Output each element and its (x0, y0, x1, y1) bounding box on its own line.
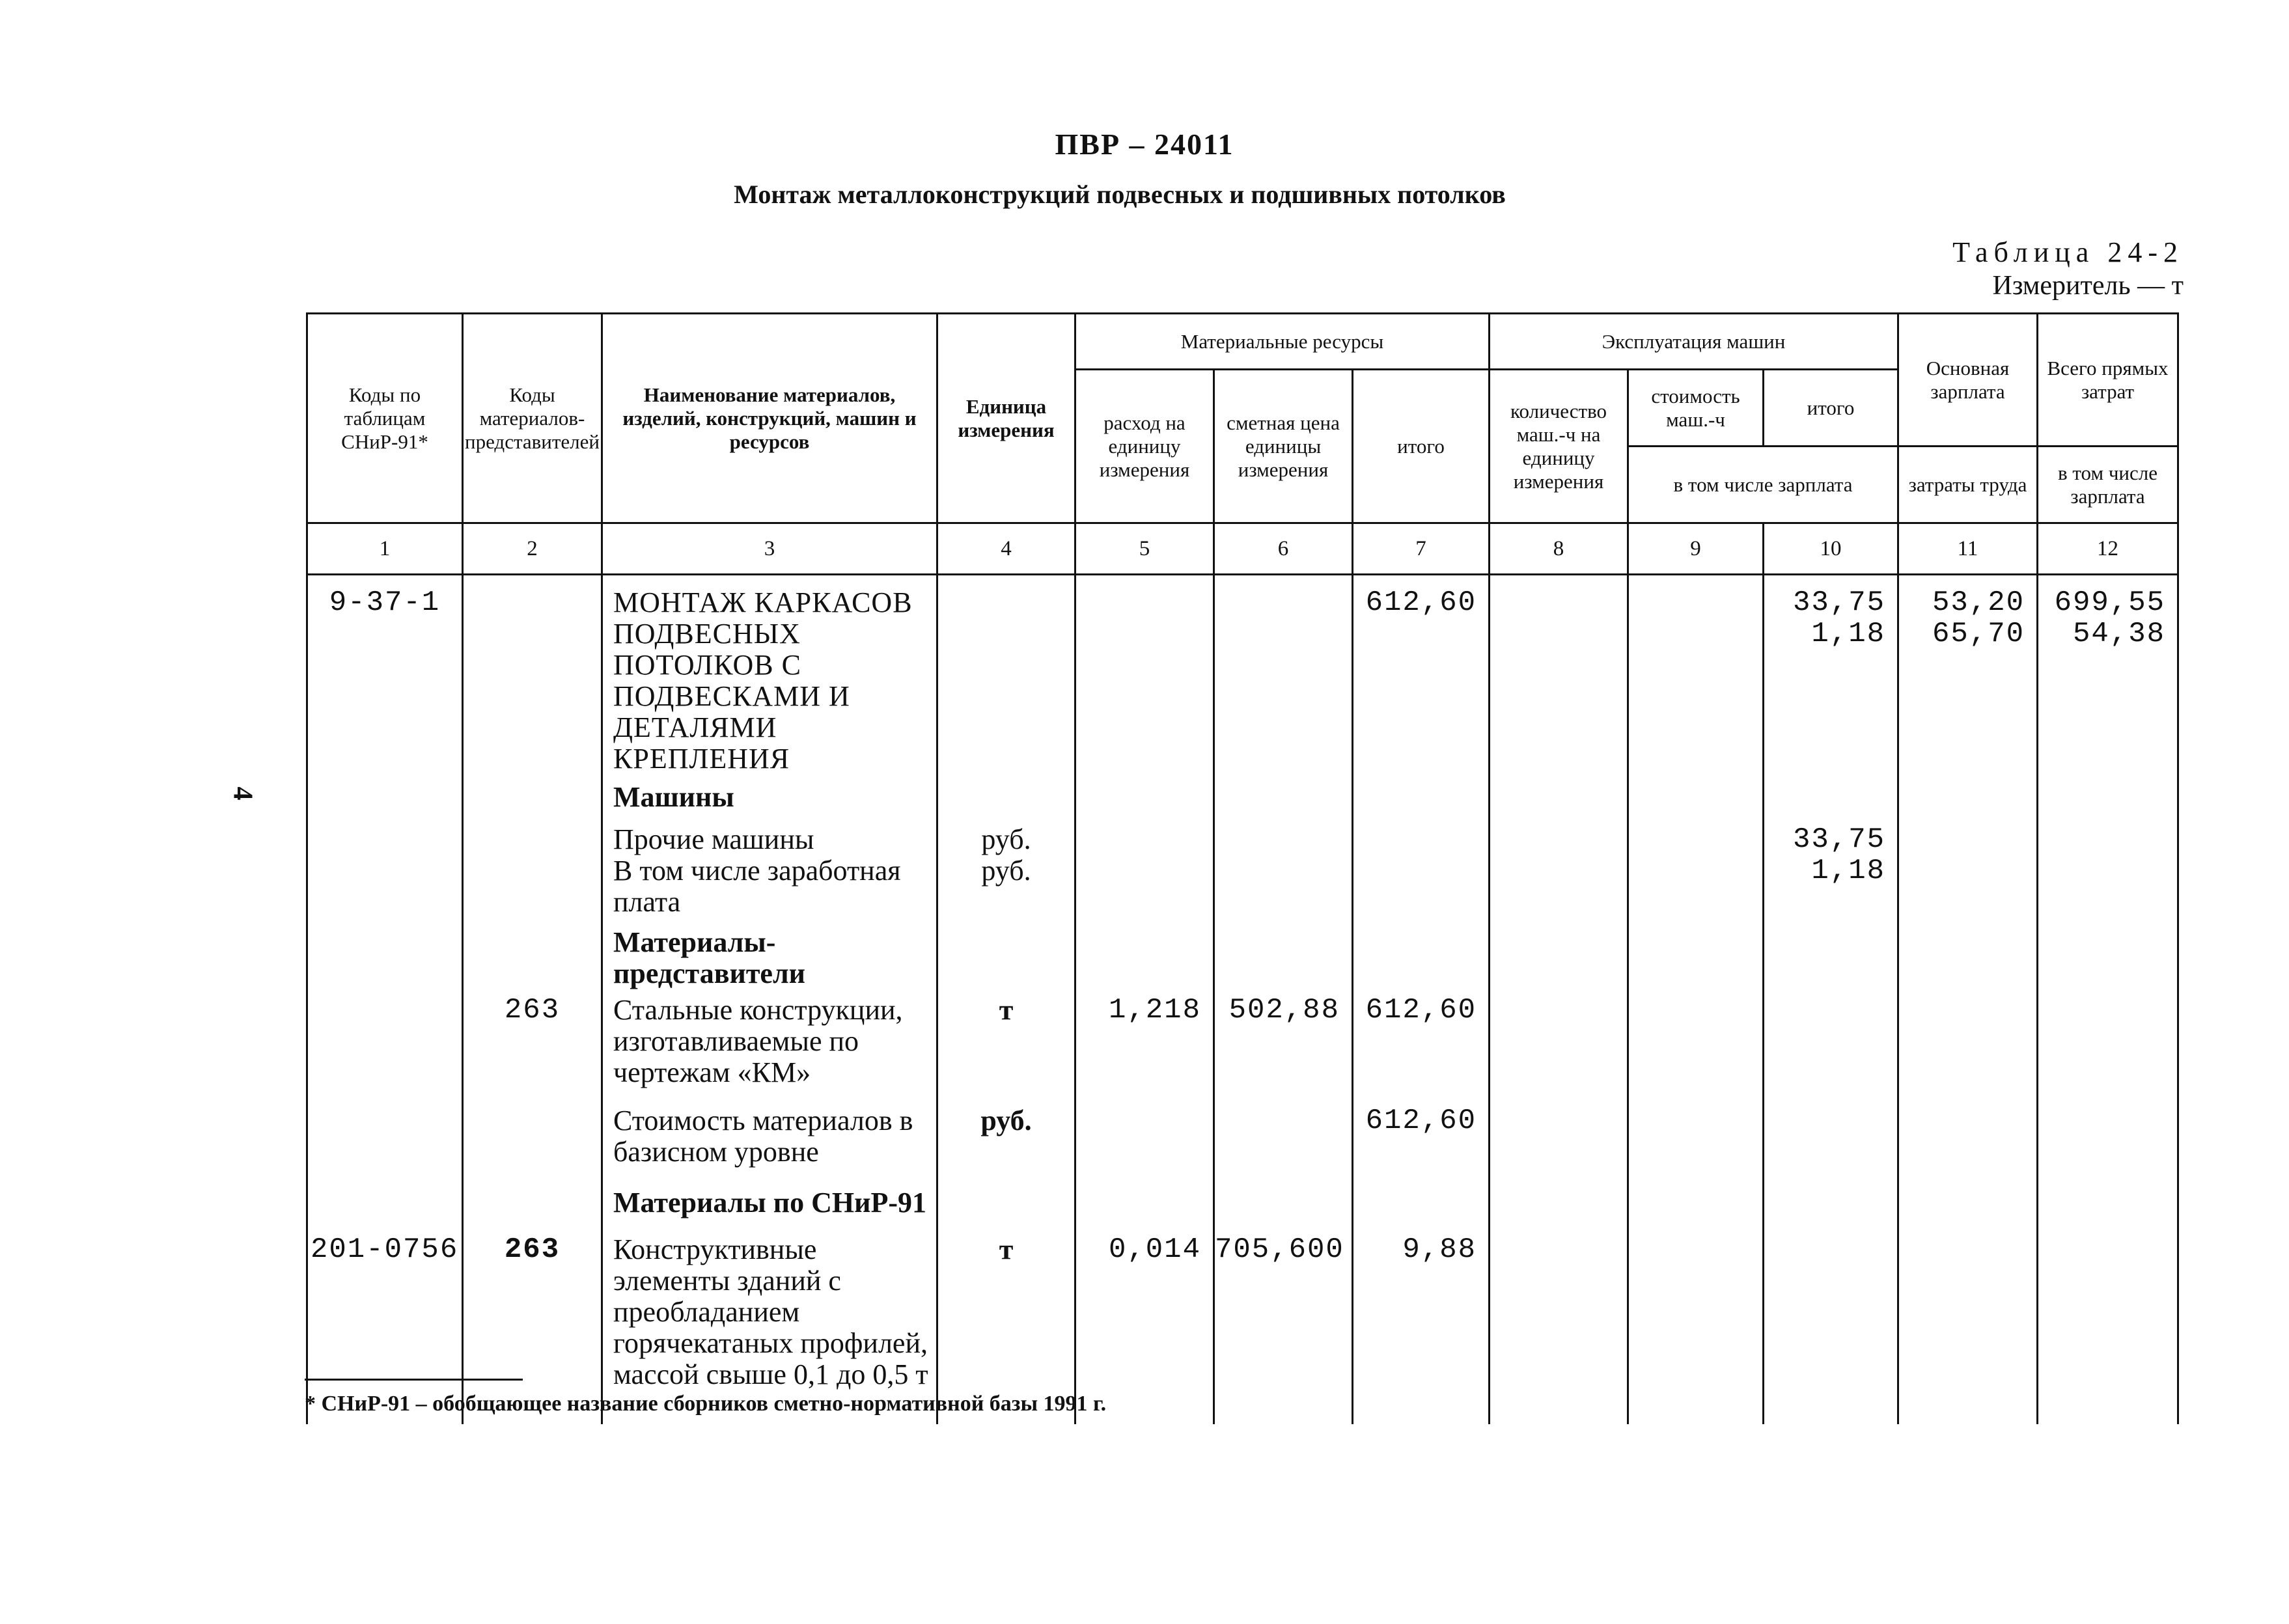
page-number: 4 (227, 786, 258, 801)
cell-name: Стальные конструкции, изготавливаемые по чертежам «КМ» (602, 989, 937, 1099)
cell-code-representative: 263 (463, 1229, 602, 1405)
col-number: 2 (463, 523, 602, 575)
cell-unit: т (937, 989, 1075, 1099)
col-number: 9 (1628, 523, 1764, 575)
section-row-snip (307, 1177, 2178, 1229)
col-header-11: Основная зарплата (1898, 314, 2038, 447)
col-header-2: Коды материалов-представителей (463, 314, 602, 523)
col-number: 12 (2038, 523, 2178, 575)
col-header-7: итого (1353, 370, 1490, 523)
col-header-1: Коды по таблицам СНиР-91* (307, 314, 463, 523)
cell-code: 201-0756 (307, 1229, 463, 1405)
footnote: * СНиР-91 – обобщающее название сборников сметно-нормативной базы 1991 г. (305, 1392, 1107, 1416)
direct-wage-value: 54,38 (2072, 618, 2166, 650)
cell-code-representative: 263 (463, 989, 602, 1099)
table-row (307, 855, 2178, 927)
labor-value: 65,70 (1932, 618, 2025, 650)
cell-materials-total: 9,88 (1353, 1229, 1490, 1405)
cell-name: МОНТАЖ КАРКАСОВ ПОДВЕСНЫХ ПОТОЛКОВ С ПОДВЕСКАМИ И ДЕТАЛЯМИ КРЕПЛЕНИЯ (602, 575, 937, 775)
table-header (307, 314, 2178, 575)
direct-total-value: 699,55 (2054, 586, 2166, 619)
col-header-4: Единица измерения (937, 314, 1075, 523)
cell-materials-total: 612,60 (1353, 575, 1490, 775)
col-header-9: стоимость маш.-ч (1628, 370, 1764, 447)
table-meter: Измеритель — т (1992, 271, 2184, 301)
cell-name: В том числе заработная плата (602, 855, 937, 927)
col-number: 1 (307, 523, 463, 575)
col-header-6: сметная цена единицы измерения (1214, 370, 1353, 523)
cell-base-wage (1898, 575, 2038, 775)
cell-unit: руб. (937, 1099, 1075, 1177)
machines-total-value: 33,75 (1792, 586, 1886, 619)
col-header-5: расход на единицу измерения (1075, 370, 1214, 523)
table-row-main (307, 575, 2178, 775)
col-number: 5 (1075, 523, 1214, 575)
table-row (307, 820, 2178, 855)
col-number: 4 (937, 523, 1075, 575)
cell-consumption: 1,218 (1075, 989, 1214, 1099)
cell-name: Прочие машины (602, 820, 937, 855)
cell-materials-total: 612,60 (1353, 989, 1490, 1099)
column-numbers-row (307, 523, 2178, 575)
document-title: Монтаж металлоконструкций подвесных и подшивных потолков (734, 180, 1506, 209)
col-header-12: Всего прямых затрат (2038, 314, 2178, 447)
section-snip: Материалы по СНиР-91 (602, 1177, 937, 1229)
section-row-machines (307, 775, 2178, 820)
footnote-divider (305, 1379, 523, 1381)
cell-unit: руб. (937, 855, 1075, 927)
cell-unit: руб. (937, 820, 1075, 855)
section-representatives: Материалы-представители (602, 927, 937, 989)
cell-price: 705,600 (1214, 1229, 1353, 1405)
table-row (307, 989, 2178, 1099)
col-number: 11 (1898, 523, 2038, 575)
norm-table (306, 312, 2179, 1424)
cell-machines-total (1764, 575, 1898, 775)
section-machines: Машины (602, 775, 937, 820)
col-header-9-10-sub: в том числе зарплата (1628, 447, 1898, 523)
cell-unit: т (937, 1229, 1075, 1405)
base-wage-value: 53,20 (1932, 586, 2025, 619)
col-number: 3 (602, 523, 937, 575)
cell-name: Стоимость материалов в базисном уровне (602, 1099, 937, 1177)
cell-name: Конструктивные элементы зданий с преобладанием горячекатаных профилей, массой свыше 0,1 до 0,5 т (602, 1229, 937, 1405)
col-group-materials: Материальные ресурсы (1075, 314, 1490, 370)
col-header-8: количество маш.-ч на единицу измерения (1490, 370, 1628, 523)
col-header-12-sub: в том числе зарплата (2038, 447, 2178, 523)
table-label: Таблица 24-2 (1952, 236, 2184, 268)
cell-price: 502,88 (1214, 989, 1353, 1099)
cell-machines-total: 33,75 (1764, 820, 1898, 855)
cell-direct-total (2038, 575, 2178, 775)
cell-code: 9-37-1 (307, 575, 463, 775)
table-row (307, 1099, 2178, 1177)
col-number: 6 (1214, 523, 1353, 575)
cell-materials-total: 612,60 (1353, 1099, 1490, 1177)
col-number: 8 (1490, 523, 1628, 575)
machines-wage-value: 1,18 (1811, 618, 1886, 650)
col-number: 7 (1353, 523, 1490, 575)
col-header-10: итого (1764, 370, 1898, 447)
cell-machines-total: 1,18 (1764, 855, 1898, 927)
col-header-3: Наименование материалов, изделий, конструкций, машин и ресурсов (602, 314, 937, 523)
section-row-representatives (307, 927, 2178, 989)
table-row (307, 1229, 2178, 1405)
cell-consumption: 0,014 (1075, 1229, 1214, 1405)
col-group-machines: Эксплуатация машин (1490, 314, 1898, 370)
col-number: 10 (1764, 523, 1898, 575)
document-code: ПВР – 24011 (1055, 128, 1234, 161)
col-header-11-sub: затраты труда (1898, 447, 2038, 523)
